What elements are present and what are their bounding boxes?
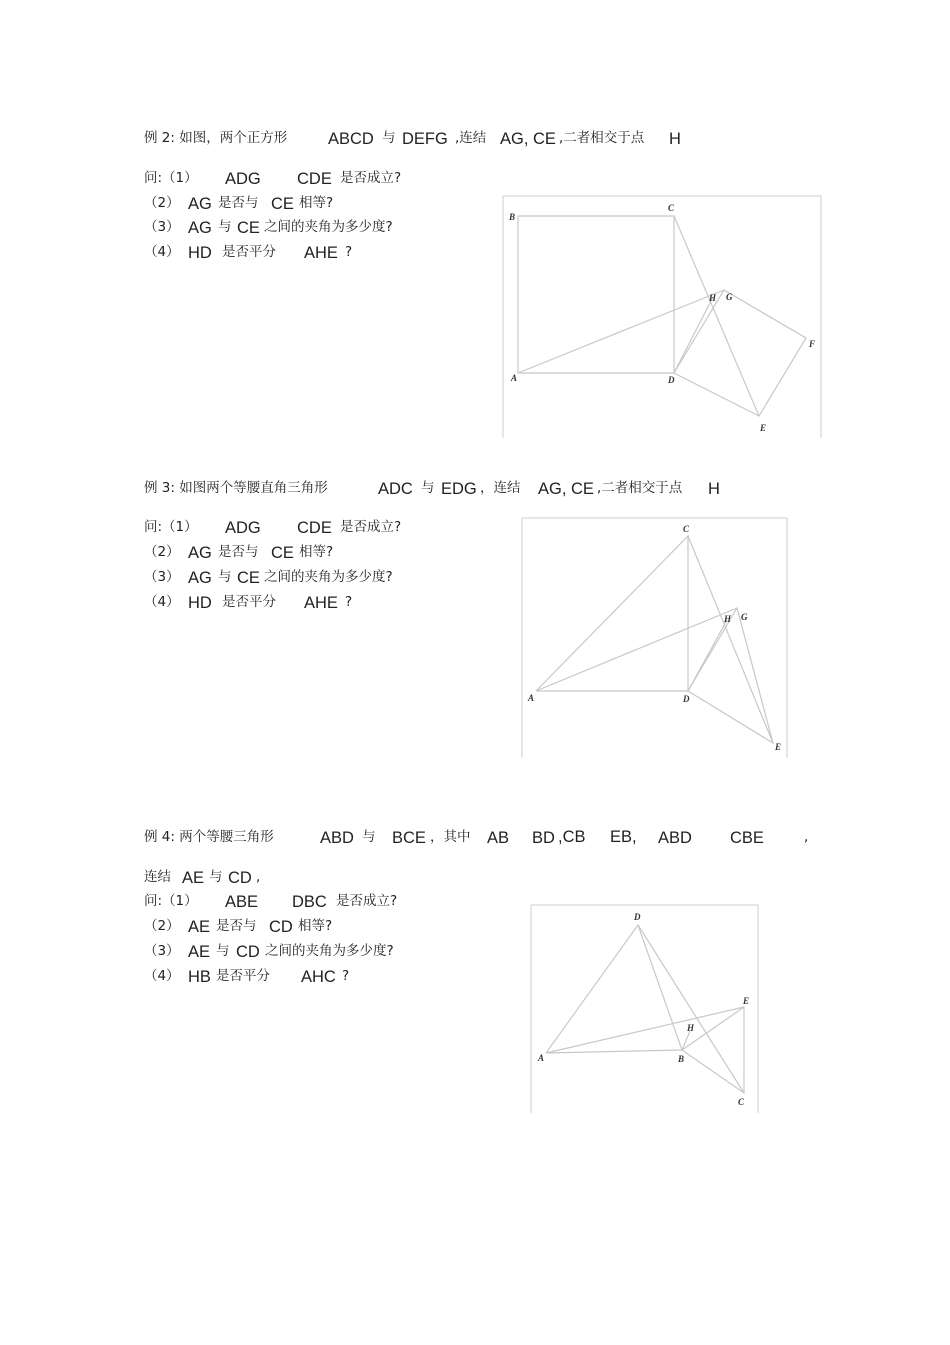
question-text: 之间的夹角为多少度? — [264, 219, 393, 235]
segment-ag — [536, 608, 737, 691]
ex4-title-text: 例 4: 两个等腰三角形 — [144, 829, 274, 845]
ex2-title-intersect: ,二者相交于点 — [559, 130, 645, 146]
question-number: （4） — [144, 968, 180, 984]
angle-ahe: AHE — [304, 594, 338, 612]
angle-dbc: DBC — [292, 893, 327, 911]
question-number: 问:（1） — [144, 893, 198, 909]
question-number: （3） — [144, 569, 180, 585]
point-label-h: H — [709, 293, 717, 303]
point-label-h: H — [687, 1023, 695, 1033]
figure-frame — [522, 518, 787, 758]
segment-ag — [518, 290, 724, 373]
question-text: ? — [342, 968, 350, 984]
ex4-title-and: 与 — [362, 829, 376, 845]
question-text: 是否成立? — [336, 893, 398, 909]
question-text: 是否与 — [218, 195, 259, 211]
question-text: 相等? — [298, 918, 333, 934]
question-text: 是否成立? — [340, 170, 402, 186]
square-abcd — [518, 216, 674, 373]
segment-ce — [674, 216, 759, 416]
segment-hd: HD — [188, 244, 212, 262]
question-text: 相等? — [299, 544, 334, 560]
angle-adg: ADG — [225, 519, 261, 537]
angle-ahc: AHC — [301, 968, 336, 986]
triangle-edg — [688, 608, 773, 743]
ex2-figure — [500, 196, 825, 441]
angle-abe: ABE — [225, 893, 259, 911]
angle-ahe: AHE — [304, 244, 338, 262]
segment-ag: AG — [188, 569, 212, 587]
ex2-square-defg: DEFG — [402, 130, 448, 148]
angle-cde: CDE — [297, 170, 332, 188]
segment-cd: CD — [236, 943, 260, 961]
point-label-c: C — [738, 1097, 745, 1107]
triangle-bce — [682, 1007, 744, 1093]
figure-frame — [503, 196, 821, 438]
ex2-title-connect: ,连结 — [455, 130, 487, 146]
ex3-title-and: 与 — [421, 480, 435, 496]
angle-cde: CDE — [297, 519, 332, 537]
ex4-angle-abd: ABD — [658, 829, 692, 847]
ex4-triangle-bce: BCE — [392, 829, 426, 847]
question-text: 是否与 — [216, 918, 257, 934]
ex3-segments: AG, CE — [538, 480, 594, 498]
ex3-figure — [520, 518, 795, 760]
segment-ag: AG — [188, 544, 212, 562]
square-defg — [674, 290, 806, 416]
segment-ce: CE — [271, 544, 294, 562]
segment-ag: AG — [188, 219, 212, 237]
ex4-angle-cbe: CBE — [730, 829, 764, 847]
question-text: 是否成立? — [340, 519, 402, 535]
question-number: （2） — [144, 195, 180, 211]
question-text: 是否平分 — [222, 594, 276, 610]
question-text: 是否平分 — [216, 968, 270, 984]
question-text: 与 — [218, 219, 232, 235]
question-number: （2） — [144, 544, 180, 560]
ex4-title-comma: , — [804, 829, 809, 845]
segment-ce — [688, 536, 773, 743]
ex4-segment-ab: AB — [487, 829, 510, 847]
point-label-c: C — [683, 524, 690, 534]
ex2-square-abcd: ABCD — [328, 130, 374, 148]
point-label-h: H — [724, 614, 732, 624]
question-number: 问:（1） — [144, 519, 198, 535]
point-label-d: D — [634, 912, 641, 922]
connect-text: 连结 — [144, 869, 171, 885]
connect-and: 与 — [209, 869, 223, 885]
ex4-segment-bd: BD — [532, 829, 555, 847]
segment-ce: CE — [271, 195, 294, 213]
point-label-a: A — [511, 373, 518, 383]
question-text: 与 — [216, 943, 230, 959]
segment-ae: AE — [188, 943, 211, 961]
point-label-a: A — [538, 1053, 545, 1063]
ex3-point-h: H — [708, 480, 720, 498]
connect-comma: , — [256, 869, 261, 885]
segment-ce: CE — [237, 569, 260, 587]
point-label-g: G — [741, 612, 748, 622]
question-number: （3） — [144, 943, 180, 959]
segment-ae: AE — [188, 918, 211, 936]
ex3-title-connect: ，连结 — [480, 480, 521, 496]
ex4-segment-cb: ,CB — [558, 828, 586, 846]
segment-hb: HB — [188, 968, 211, 986]
ex3-title-text: 例 3: 如图两个等腰直角三角形 — [144, 480, 328, 496]
point-label-f: F — [809, 339, 816, 349]
angle-adg: ADG — [225, 170, 261, 188]
ex4-title-where: ，其中 — [430, 829, 471, 845]
question-text: 之间的夹角为多少度? — [265, 943, 394, 959]
question-text: 之间的夹角为多少度? — [264, 569, 393, 585]
ex2-title-text: 例 2: 如图，两个正方形 — [144, 130, 288, 146]
question-number: （2） — [144, 918, 180, 934]
point-label-d: D — [668, 375, 675, 385]
question-text: ? — [345, 594, 353, 610]
point-label-b: B — [509, 212, 516, 222]
point-label-e: E — [760, 423, 767, 433]
triangle-adc — [536, 536, 688, 691]
point-label-c: C — [668, 203, 675, 213]
question-text: 相等? — [299, 195, 334, 211]
point-label-a: A — [528, 693, 535, 703]
ex3-triangle-edg: EDG — [441, 480, 477, 498]
ex3-triangle-adc: ADC — [378, 480, 413, 498]
question-number: （3） — [144, 219, 180, 235]
ex2-segments: AG, CE — [500, 130, 556, 148]
triangle-abd — [546, 925, 682, 1053]
question-text: 与 — [218, 569, 232, 585]
segment-cd — [638, 925, 744, 1093]
segment-hd — [688, 620, 727, 691]
segment-cd: CD — [269, 918, 293, 936]
question-number: （4） — [144, 594, 180, 610]
segment-hd: HD — [188, 594, 212, 612]
ex3-title-intersect: ,二者相交于点 — [597, 480, 683, 496]
ex4-triangle-abd: ABD — [320, 829, 354, 847]
point-label-e: E — [775, 742, 782, 752]
point-label-d: D — [683, 694, 690, 704]
segment-cd: CD — [228, 869, 252, 887]
question-number: （4） — [144, 244, 180, 260]
ex2-point-h: H — [669, 130, 681, 148]
question-text: 是否平分 — [222, 244, 276, 260]
point-label-e: E — [743, 996, 750, 1006]
segment-ce: CE — [237, 219, 260, 237]
segment-ae: AE — [182, 869, 205, 887]
question-text: 是否与 — [218, 544, 259, 560]
point-label-b: B — [678, 1054, 685, 1064]
segment-ag: AG — [188, 195, 212, 213]
ex2-title-and: 与 — [382, 130, 396, 146]
question-text: ? — [345, 244, 353, 260]
ex4-segment-eb: EB, — [610, 828, 637, 846]
point-label-g: G — [726, 292, 733, 302]
question-number: 问:（1） — [144, 170, 198, 186]
ex4-figure — [530, 905, 765, 1117]
